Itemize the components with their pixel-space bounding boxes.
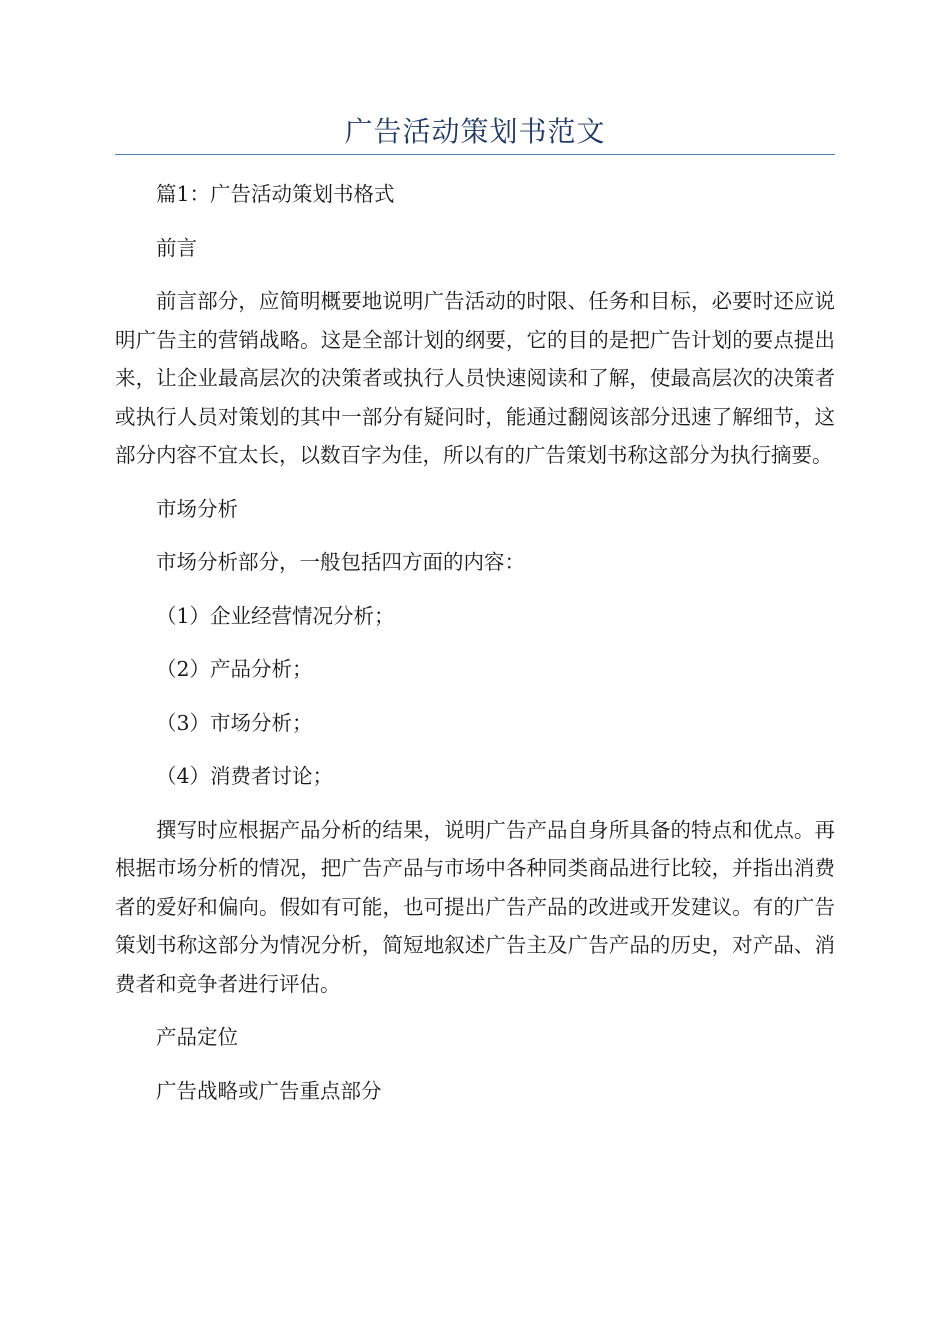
paragraph-market-analysis-intro: 市场分析部分，一般包括四方面的内容： — [156, 550, 525, 574]
document-title: 广告活动策划书范文 — [344, 115, 606, 148]
list-item-1: （1）企业经营情况分析； — [156, 603, 395, 628]
section-heading-preface: 前言 — [156, 235, 197, 260]
title-underline — [115, 154, 835, 155]
paragraph-preface: 前言部分，应简明概要地说明广告活动的时限、任务和目标，必要时还应说明广告主的营销战略。这是全部计划的纲要，它的目的是把广告计划的要点提出来，让企业最高层次的决策者或执行人员快速阅读和了解，使最高层次的决策者或执行人员对策划的其中一部分有疑问时，能通过翻阅该部分迅速了解细节，这部分内容不宜太长，以数百字为佳，所以有的广告策划书称这部分为执行摘要。 — [115, 289, 835, 467]
section-heading-chapter1: 篇1：广告活动策划书格式 — [156, 182, 395, 206]
paragraph-writing-guidance: 撰写时应根据产品分析的结果，说明广告产品自身所具备的特点和优点。再根据市场分析的情况，把广告产品与市场中各种同类商品进行比较，并指出消费者的爱好和偏向。假如有可能，也可提出广告产品的改进或开发建议。有的广告策划书称这部分为情况分析，简短地叙述广告主及广告产品的历史，对产品、消费者和竞争者进行评估。 — [115, 817, 835, 996]
section-heading-market-analysis: 市场分析 — [156, 496, 238, 521]
section-heading-strategy: 广告战略或广告重点部分 — [156, 1078, 382, 1103]
list-item-3: （3）市场分析； — [156, 710, 313, 735]
list-item-2: （2）产品分析； — [156, 657, 313, 681]
section-heading-positioning: 产品定位 — [156, 1025, 238, 1049]
list-item-4: （4）消费者讨论； — [156, 764, 334, 788]
document-body — [115, 175, 835, 1125]
